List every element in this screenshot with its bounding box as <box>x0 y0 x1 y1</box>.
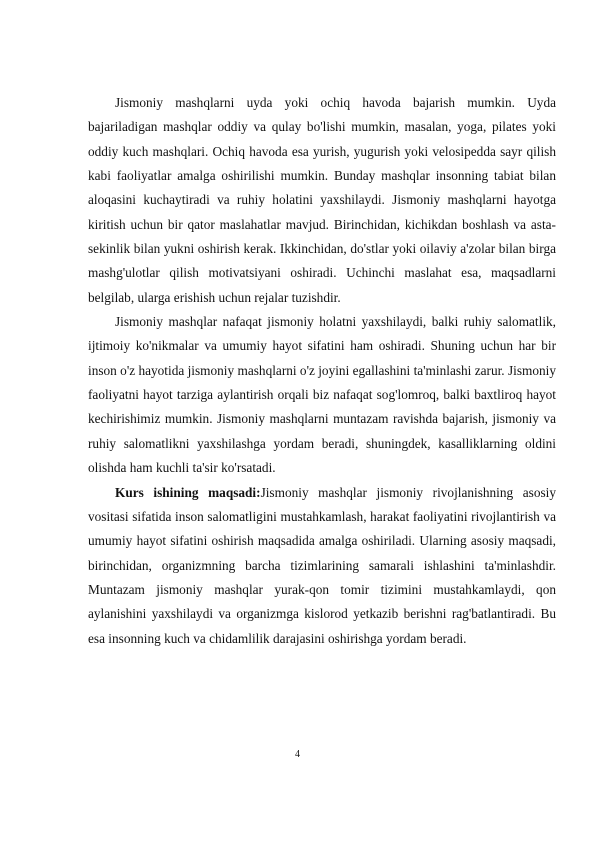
paragraph-text: Jismoniy mashqlar nafaqat jismoniy holatni yaxshilaydi, balki ruhiy salomatlik, ijtimoiy ko'nikmalar va umumiy hayot sifatini ham oshiradi. Shuning uchun har bir inson o'z hayotida jismoniy mashqlarni o'z joyini egallashini ta'minlashi zarur. Jismoniy faoliyatni hayot tarziga aylantirish orqali biz nafaqat sog'lomroq, balki baxtliroq hayot kechirishimiz mumkin. Jismoniy mashqlarni muntazam ravishda bajarish, jismoniy va ruhiy salomatlikni yaxshilashga yordam beradi, shuningdek, kasalliklarning oldini olishda ham kuchli ta'sir ko'rsatadi. <box>88 314 556 476</box>
paragraph-course-goal <box>88 481 556 651</box>
body-text <box>88 91 556 651</box>
paragraph-text: Jismoniy mashqlarni uyda yoki ochiq havoda bajarish mumkin. Uyda bajariladigan mashqlar oddiy va qulay bo'lishi mumkin, masalan, yoga, pilates yoki oddiy kuch mashqlari. Ochiq havoda esa yurish, yugurish yoki velosipedda sayr qilish kabi faoliyatlar amalga oshirilishi mumkin. Bunday mashqlar insonning tabiat bilan aloqasini kuchaytiradi va ruhiy holatini yaxshilaydi. Jismoniy mashqlarni hayotga kiritish uchun bir qator maslahatlar mavjud. Birinchidan, kichikdan boshlash va asta-sekinlik bilan yukni oshirish kerak. Ikkinchidan, do'stlar yoki oilaviy a'zolar bilan birga mashg'ulotlar qilish motivatsiyani oshiradi. Uchinchi maslahat esa, maqsadlarni belgilab, ularga erishish uchun rejalar tuzishdir. <box>88 95 556 305</box>
course-goal-heading: Kurs ishining maqsadi: <box>115 484 261 500</box>
paragraph-text: Jismoniy mashqlar jismoniy rivojlanishning asosiy vositasi sifatida inson salomatligini mustahkamlash, harakat faoliyatini rivojlantirish va umumiy hayot sifatini oshirish maqsadida amalga oshiriladi. Ularning asosiy maqsadi, birinchidan, organizmning barcha tizimlarining samarali ishlashini ta'minlashdir. Muntazam jismoniy mashqlar yurak-qon tomir tizimini mustahkamlaydi, qon aylanishini yaxshilaydi va organizmga kislorod yetkazib berishni rag'batlantiradi. Bu esa insonning kuch va chidamlilik darajasini oshirishga yordam beradi. <box>88 484 557 646</box>
paragraph-exercise-places <box>88 91 556 310</box>
page-number: 4 <box>295 749 300 760</box>
paragraph-exercise-benefits <box>88 310 556 480</box>
